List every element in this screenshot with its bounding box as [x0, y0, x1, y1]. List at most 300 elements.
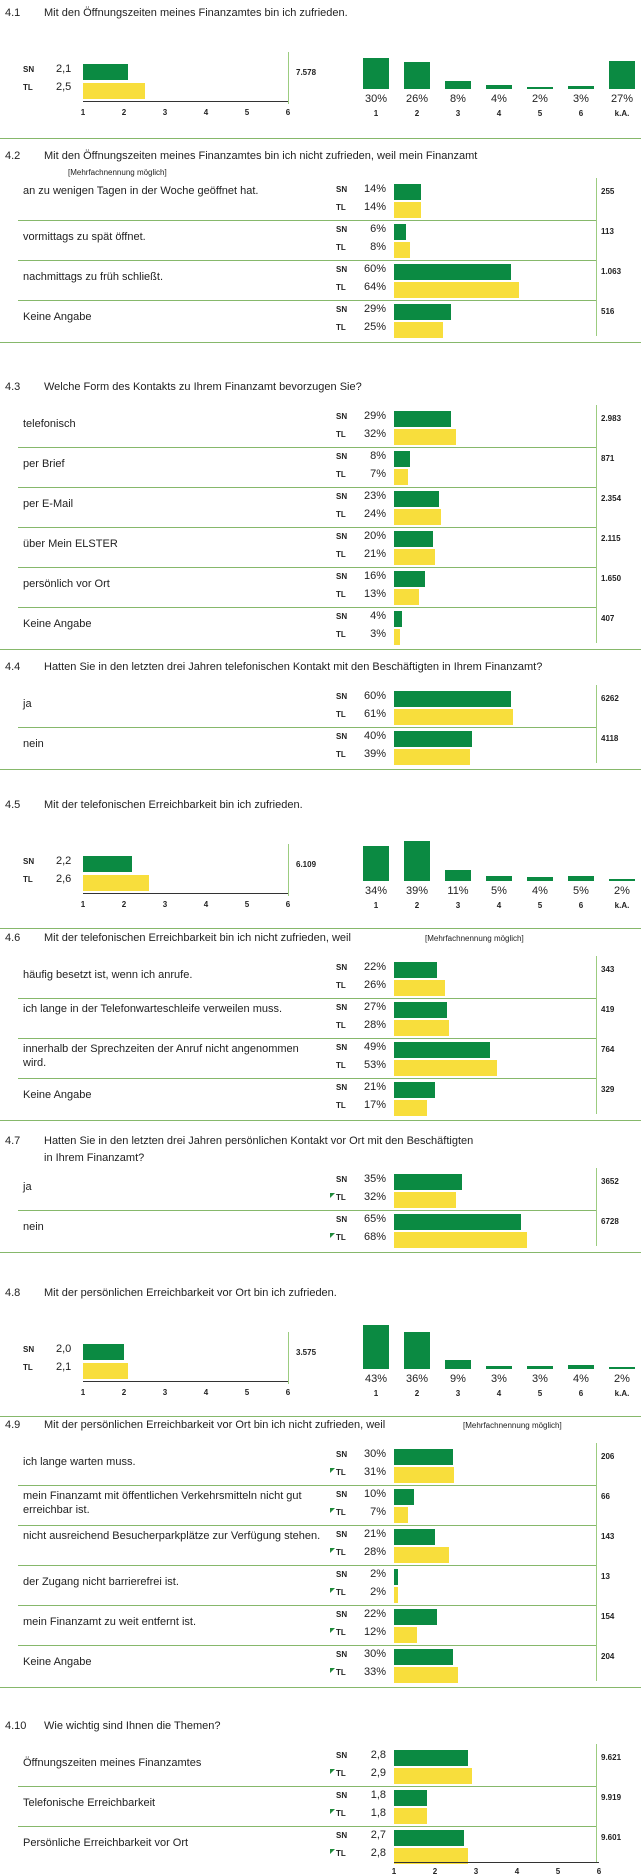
bar-tl: [394, 1507, 408, 1523]
question-title: Mit der telefonischen Erreichbarkeit bin ich nicht zufrieden, weil: [44, 932, 351, 944]
series-label-tl: TL: [336, 1193, 346, 1202]
distribution-category: k.A.: [614, 901, 630, 910]
mean-value-tl: 2,5: [56, 81, 72, 93]
sample-size: 871: [601, 454, 615, 463]
changed-marker-icon: [330, 1588, 335, 1593]
answer-option-label: Öffnungszeiten meines Finanzamtes: [23, 1757, 202, 1769]
changed-marker-icon: [330, 1809, 335, 1814]
distribution-bar: [609, 61, 635, 89]
answer-option-label: per Brief: [23, 458, 65, 470]
series-label-sn: SN: [336, 305, 348, 314]
value-sn: 30%: [363, 1448, 386, 1460]
distribution-bar: [404, 1332, 430, 1369]
values-frame-line: [596, 685, 597, 763]
values-frame-line: [596, 178, 597, 336]
distribution-category: 6: [578, 901, 584, 910]
series-label-sn: SN: [336, 1791, 348, 1800]
value-tl: 61%: [363, 708, 386, 720]
distribution-bar: [609, 1367, 635, 1369]
distribution-percent: 3%: [532, 1373, 548, 1385]
answer-option-label: Telefonische Erreichbarkeit: [23, 1797, 156, 1809]
sample-size: 154: [601, 1612, 615, 1621]
sample-size: 66: [601, 1492, 610, 1501]
bar-sn: [394, 1082, 435, 1098]
series-label-sn: SN: [336, 1043, 348, 1052]
distribution-category: 2: [414, 109, 420, 118]
distribution-bar: [527, 87, 553, 89]
sample-size: 516: [601, 307, 615, 316]
value-sn: 2,7: [370, 1829, 386, 1841]
bar-tl: [394, 1587, 398, 1603]
value-tl: 68%: [363, 1231, 386, 1243]
row-divider: [18, 527, 596, 528]
series-label-sn: SN: [336, 1530, 348, 1539]
answer-option-label: nachmittags zu früh schließt.: [23, 271, 164, 283]
value-tl: 33%: [363, 1666, 386, 1678]
importance-axis-tick: 2: [432, 1867, 438, 1876]
sample-size: 206: [601, 1452, 615, 1461]
bar-sn: [394, 1214, 521, 1230]
value-sn: 29%: [363, 303, 386, 315]
value-sn: 4%: [370, 610, 386, 622]
row-divider: [18, 727, 596, 728]
value-tl: 31%: [363, 1466, 386, 1478]
sample-size: 113: [601, 227, 614, 236]
series-label-tl: TL: [336, 203, 346, 212]
series-label-tl: TL: [336, 1588, 346, 1597]
distribution-bar: [527, 877, 553, 881]
sample-size: 13: [601, 1572, 610, 1581]
value-sn: 35%: [363, 1173, 386, 1185]
sample-size: 255: [601, 187, 615, 196]
bar-sn: [394, 611, 402, 627]
row-divider: [18, 1525, 596, 1526]
sample-size: 6262: [601, 694, 619, 703]
sample-size: 143: [601, 1532, 615, 1541]
question-number: 4.1: [5, 7, 21, 19]
section-divider: [0, 1252, 641, 1253]
value-tl: 3%: [370, 628, 386, 640]
answer-option-label: an zu wenigen Tagen in der Woche geöffnet hat.: [23, 185, 259, 197]
series-label-tl: TL: [336, 323, 346, 332]
section-divider: [0, 1416, 641, 1417]
distribution-percent: 4%: [532, 885, 548, 897]
distribution-percent: 5%: [573, 885, 589, 897]
series-label-tl: TL: [336, 470, 346, 479]
answer-option-label: ja: [23, 698, 32, 710]
bar-tl: [394, 1667, 458, 1683]
bar-sn: [394, 1569, 398, 1585]
distribution-category: 1: [373, 1389, 379, 1398]
mean-bar-tl: [83, 875, 149, 891]
changed-marker-icon: [330, 1769, 335, 1774]
multiple-choice-note: [Mehrfachnennung möglich]: [425, 934, 524, 943]
series-label-sn: SN: [336, 963, 348, 972]
sample-size: 2.354: [601, 494, 622, 503]
series-label-sn: SN: [336, 1831, 348, 1840]
series-label-sn: SN: [336, 1215, 348, 1224]
changed-marker-icon: [330, 1628, 335, 1633]
mean-axis-tick: 2: [121, 1388, 127, 1397]
distribution-bar: [609, 879, 635, 881]
distribution-percent: 11%: [447, 885, 469, 897]
value-sn: 65%: [363, 1213, 386, 1225]
answer-option-label: ich lange warten muss.: [23, 1456, 136, 1468]
changed-marker-icon: [330, 1849, 335, 1854]
distribution-percent: 43%: [364, 1373, 388, 1385]
series-label-tl: TL: [336, 1061, 346, 1070]
value-tl: 64%: [363, 281, 386, 293]
value-tl: 2,8: [370, 1847, 386, 1859]
series-label-tl: TL: [336, 1233, 346, 1242]
value-tl: 7%: [370, 1506, 386, 1518]
bar-sn: [394, 571, 425, 587]
row-divider: [18, 260, 596, 261]
sample-size: 7.578: [296, 68, 317, 77]
series-label-sn: SN: [336, 1083, 348, 1092]
series-label-sn: SN: [336, 1490, 348, 1499]
distribution-category: 6: [578, 109, 584, 118]
bar-sn: [394, 411, 451, 427]
mean-axis-tick: 5: [244, 108, 250, 117]
sample-size: 2.115: [601, 534, 621, 543]
sample-size: 407: [601, 614, 615, 623]
importance-axis-tick: 6: [596, 1867, 602, 1876]
changed-marker-icon: [330, 1233, 335, 1238]
bar-sn: [394, 1042, 490, 1058]
series-label-sn: SN: [336, 532, 348, 541]
importance-axis-tick: 4: [514, 1867, 520, 1876]
question-title-line2: in Ihrem Finanzamt?: [44, 1152, 145, 1164]
value-sn: 8%: [370, 450, 386, 462]
series-label-sn: SN: [336, 1650, 348, 1659]
distribution-category: 3: [455, 901, 461, 910]
distribution-bar: [363, 58, 389, 89]
distribution-bar: [568, 86, 594, 89]
section-divider: [0, 769, 641, 770]
answer-option-label: Persönliche Erreichbarkeit vor Ort: [23, 1837, 189, 1849]
row-divider: [18, 1645, 596, 1646]
series-label-sn: SN: [336, 572, 348, 581]
bar-tl: [394, 242, 410, 258]
value-sn: 20%: [363, 530, 386, 542]
mean-axis-tick: 6: [285, 108, 291, 117]
value-tl: 28%: [363, 1019, 386, 1031]
series-label-sn: SN: [336, 225, 348, 234]
sample-size: 3652: [601, 1177, 619, 1186]
bar-sn: [394, 1790, 427, 1806]
mean-axis-tick: 5: [244, 1388, 250, 1397]
answer-option-label: nein: [23, 738, 44, 750]
answer-option-label: telefonisch: [23, 418, 76, 430]
sample-size: 419: [601, 1005, 615, 1014]
mean-axis-tick: 2: [121, 900, 127, 909]
series-label-tl: TL: [23, 83, 33, 92]
answer-option-label: vormittags zu spät öffnet.: [23, 231, 146, 243]
mean-frame-line: [288, 844, 289, 896]
distribution-category: 5: [537, 1389, 543, 1398]
sample-size: 343: [601, 965, 615, 974]
series-label-tl: TL: [23, 1363, 33, 1372]
distribution-category: 1: [373, 109, 379, 118]
series-label-tl: TL: [336, 1548, 346, 1557]
values-frame-line: [596, 405, 597, 643]
bar-tl: [394, 749, 470, 765]
mean-bar-sn: [83, 1344, 124, 1360]
series-label-tl: TL: [336, 1668, 346, 1677]
mean-axis-tick: 3: [162, 1388, 168, 1397]
question-title: Mit der persönlichen Erreichbarkeit vor Ort bin ich zufrieden.: [44, 1287, 337, 1299]
series-label-sn: SN: [336, 412, 348, 421]
bar-tl: [394, 1020, 449, 1036]
bar-tl: [394, 202, 421, 218]
series-label-tl: TL: [336, 1769, 346, 1778]
bar-tl: [394, 1547, 449, 1563]
mean-axis-tick: 6: [285, 1388, 291, 1397]
value-sn: 22%: [363, 1608, 386, 1620]
question-number: 4.3: [5, 381, 21, 393]
series-label-sn: SN: [23, 857, 35, 866]
sample-size: 3.575: [296, 1348, 317, 1357]
row-divider: [18, 1038, 596, 1039]
question-number: 4.4: [5, 661, 21, 673]
distribution-bar: [404, 841, 430, 881]
series-label-tl: TL: [336, 981, 346, 990]
series-label-sn: SN: [336, 732, 348, 741]
series-label-sn: SN: [336, 1570, 348, 1579]
bar-tl: [394, 629, 400, 645]
row-divider: [18, 1210, 596, 1211]
bar-tl: [394, 709, 513, 725]
value-tl: 7%: [370, 468, 386, 480]
distribution-bar: [486, 85, 512, 89]
series-label-sn: SN: [336, 612, 348, 621]
row-divider: [18, 1078, 596, 1079]
value-tl: 8%: [370, 241, 386, 253]
distribution-percent: 4%: [491, 93, 507, 105]
value-tl: 21%: [363, 548, 386, 560]
question-title: Wie wichtig sind Ihnen die Themen?: [44, 1720, 221, 1732]
sample-size: 1.650: [601, 574, 622, 583]
series-label-tl: TL: [336, 1101, 346, 1110]
bar-sn: [394, 962, 437, 978]
bar-tl: [394, 1232, 527, 1248]
distribution-percent: 27%: [610, 93, 634, 105]
distribution-bar: [363, 846, 389, 881]
value-sn: 10%: [363, 1488, 386, 1500]
question-title: Hatten Sie in den letzten drei Jahren telefonischen Kontakt mit den Beschäftigten in Ihrem Finanzamt?: [44, 661, 543, 673]
bar-sn: [394, 491, 439, 507]
series-label-sn: SN: [336, 1450, 348, 1459]
distribution-category: 5: [537, 109, 543, 118]
distribution-percent: 5%: [491, 885, 507, 897]
bar-sn: [394, 1489, 414, 1505]
mean-axis: [83, 1381, 288, 1382]
mean-value-tl: 2,6: [56, 873, 72, 885]
distribution-percent: 2%: [532, 93, 548, 105]
series-label-tl: TL: [336, 1809, 346, 1818]
sample-size: 1.063: [601, 267, 622, 276]
values-frame-line: [596, 956, 597, 1114]
bar-tl: [394, 589, 419, 605]
bar-tl: [394, 429, 456, 445]
mean-axis-tick: 4: [203, 1388, 209, 1397]
answer-option-label: der Zugang nicht barrierefrei ist.: [23, 1576, 179, 1588]
value-sn: 30%: [363, 1648, 386, 1660]
answer-option-label: mein Finanzamt zu weit entfernt ist.: [23, 1616, 197, 1628]
mean-axis-tick: 4: [203, 900, 209, 909]
distribution-bar: [404, 62, 430, 89]
bar-tl: [394, 1192, 456, 1208]
distribution-bar: [445, 1360, 471, 1369]
mean-axis-tick: 1: [80, 108, 86, 117]
value-sn: 22%: [363, 961, 386, 973]
series-label-tl: TL: [336, 1021, 346, 1030]
bar-sn: [394, 1609, 437, 1625]
value-tl: 39%: [363, 748, 386, 760]
importance-axis-tick: 3: [473, 1867, 479, 1876]
value-sn: 27%: [363, 1001, 386, 1013]
value-sn: 2,8: [370, 1749, 386, 1761]
value-sn: 49%: [363, 1041, 386, 1053]
distribution-bar: [363, 1325, 389, 1369]
value-tl: 13%: [363, 588, 386, 600]
sample-size: 2.983: [601, 414, 622, 423]
value-sn: 21%: [363, 1081, 386, 1093]
row-divider: [18, 1605, 596, 1606]
series-label-sn: SN: [336, 185, 348, 194]
value-tl: 32%: [363, 428, 386, 440]
series-label-tl: TL: [336, 750, 346, 759]
bar-sn: [394, 531, 433, 547]
row-divider: [18, 447, 596, 448]
bar-sn: [394, 184, 421, 200]
series-label-tl: TL: [336, 1849, 346, 1858]
distribution-percent: 4%: [573, 1373, 589, 1385]
values-frame-line: [596, 1443, 597, 1681]
distribution-category: 6: [578, 1389, 584, 1398]
answer-option-label: Keine Angabe: [23, 1656, 92, 1668]
distribution-bar: [568, 1365, 594, 1369]
values-frame-line: [596, 1744, 597, 1862]
row-divider: [18, 998, 596, 999]
bar-tl: [394, 282, 519, 298]
row-divider: [18, 1826, 596, 1827]
section-divider: [0, 1120, 641, 1121]
distribution-bar: [486, 876, 512, 881]
distribution-percent: 26%: [405, 93, 429, 105]
sample-size: 329: [601, 1085, 615, 1094]
bar-tl: [394, 1627, 417, 1643]
series-label-tl: TL: [336, 1468, 346, 1477]
sample-size: 9.621: [601, 1753, 622, 1762]
sample-size: 4118: [601, 734, 619, 743]
bar-sn: [394, 1174, 462, 1190]
changed-marker-icon: [330, 1193, 335, 1198]
mean-axis-tick: 6: [285, 900, 291, 909]
series-label-tl: TL: [336, 1508, 346, 1517]
series-label-tl: TL: [336, 590, 346, 599]
distribution-percent: 2%: [614, 1373, 630, 1385]
question-title: Mit den Öffnungszeiten meines Finanzamtes bin ich nicht zufrieden, weil mein Finanzamt: [44, 150, 478, 162]
section-divider: [0, 1687, 641, 1688]
distribution-bar: [445, 81, 471, 89]
value-tl: 1,8: [370, 1807, 386, 1819]
answer-option-label: innerhalb der Sprechzeiten der Anruf nicht angenommen wird.: [23, 1043, 299, 1069]
series-label-sn: SN: [336, 1751, 348, 1760]
mean-bar-sn: [83, 856, 132, 872]
mean-axis: [83, 893, 288, 894]
answer-option-label: ja: [23, 1181, 32, 1193]
answer-option-label: über Mein ELSTER: [23, 538, 118, 550]
answer-option-label: persönlich vor Ort: [23, 578, 110, 590]
value-sn: 16%: [363, 570, 386, 582]
distribution-percent: 3%: [491, 1373, 507, 1385]
changed-marker-icon: [330, 1508, 335, 1513]
bar-sn: [394, 1649, 453, 1665]
bar-sn: [394, 1449, 453, 1465]
question-number: 4.9: [5, 1419, 21, 1431]
section-divider: [0, 138, 641, 139]
bar-sn: [394, 264, 511, 280]
series-label-tl: TL: [336, 243, 346, 252]
mean-frame-line: [288, 1332, 289, 1384]
mean-value-sn: 2,1: [56, 63, 72, 75]
value-sn: 21%: [363, 1528, 386, 1540]
series-label-tl: TL: [336, 430, 346, 439]
row-divider: [18, 1786, 596, 1787]
importance-axis-tick: 1: [391, 1867, 397, 1876]
distribution-category: 2: [414, 901, 420, 910]
series-label-tl: TL: [336, 630, 346, 639]
distribution-percent: 36%: [405, 1373, 429, 1385]
value-tl: 17%: [363, 1099, 386, 1111]
bar-sn: [394, 1002, 447, 1018]
question-number: 4.2: [5, 150, 21, 162]
mean-axis-tick: 3: [162, 900, 168, 909]
bar-sn: [394, 451, 410, 467]
value-sn: 60%: [363, 690, 386, 702]
sample-size: 9.919: [601, 1793, 622, 1802]
series-label-sn: SN: [336, 265, 348, 274]
row-divider: [18, 300, 596, 301]
distribution-bar: [568, 876, 594, 881]
series-label-tl: TL: [336, 283, 346, 292]
value-sn: 60%: [363, 263, 386, 275]
section-divider: [0, 928, 641, 929]
changed-marker-icon: [330, 1468, 335, 1473]
bar-sn: [394, 1830, 464, 1846]
bar-sn: [394, 691, 511, 707]
value-sn: 2%: [370, 1568, 386, 1580]
distribution-category: 4: [496, 109, 502, 118]
series-label-sn: SN: [23, 65, 35, 74]
answer-option-label: nicht ausreichend Besucherparkplätze zur Verfügung stehen.: [23, 1530, 321, 1542]
answer-option-label: häufig besetzt ist, wenn ich anrufe.: [23, 969, 193, 981]
value-tl: 2%: [370, 1586, 386, 1598]
question-number: 4.7: [5, 1135, 21, 1147]
question-title: Mit der persönlichen Erreichbarkeit vor Ort bin ich nicht zufrieden, weil: [44, 1419, 386, 1431]
question-title: Hatten Sie in den letzten drei Jahren persönlichen Kontakt vor Ort mit den Beschäftigten: [44, 1135, 474, 1147]
distribution-percent: 2%: [614, 885, 630, 897]
importance-axis: [394, 1862, 599, 1863]
mean-axis: [83, 101, 288, 102]
series-label-tl: TL: [336, 710, 346, 719]
distribution-category: 3: [455, 1389, 461, 1398]
mean-value-tl: 2,1: [56, 1361, 72, 1373]
series-label-tl: TL: [336, 550, 346, 559]
value-tl: 2,9: [370, 1767, 386, 1779]
